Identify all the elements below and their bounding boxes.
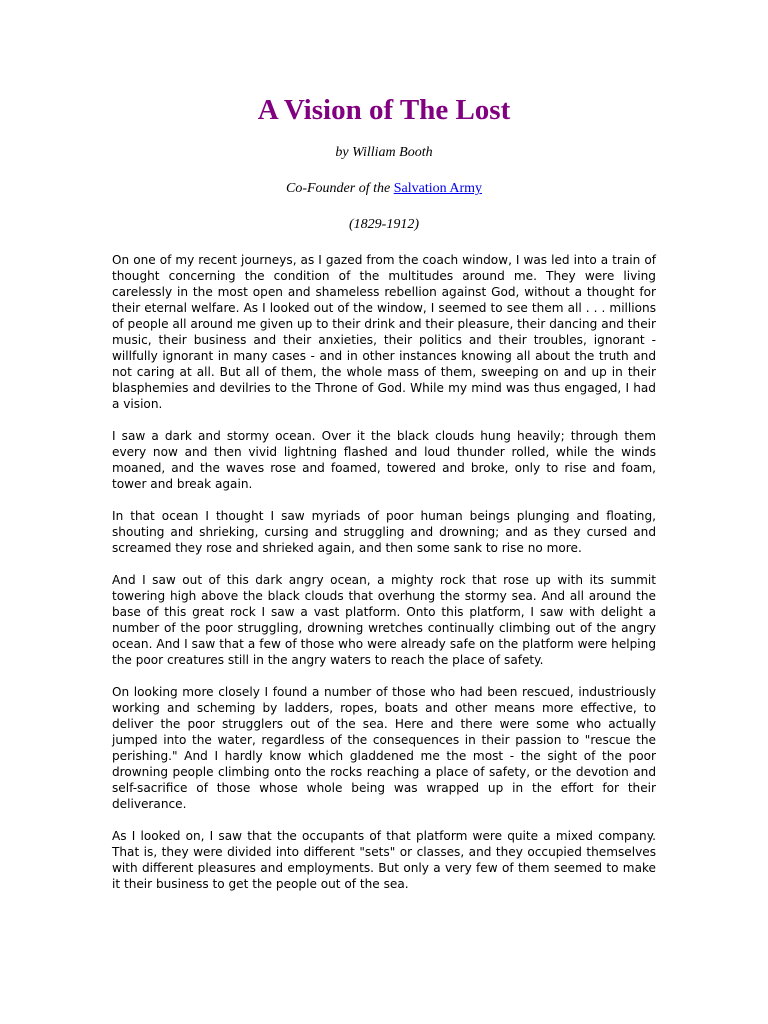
paragraph-5: On looking more closely I found a number of those who had been rescued, industriously working and scheming by ladders, ropes, boats and other means more effective, to deliver the poor strugglers out of the sea. Here and there were some who actually jumped into the water, regardless of the consequences in their passion to "rescue the perishing." And I hardly know which gladdened me the most - the sight of the poor drowning people climbing onto the rocks reaching a place of safety, or the devotion and self-sacrifice of those whose whole being was wrapped up in the effort for their deliverance.: [112, 685, 656, 811]
paragraph-4: And I saw out of this dark angry ocean, a mighty rock that rose up with its summit towering high above the black clouds that overhung the stormy sea. And all around the base of this great rock I saw a vast platform. Onto this platform, I saw with delight a number of the poor struggling, drowning wretches continually climbing out of the angry ocean. And I saw that a few of those who were already safe on the platform were helping the poor creatures still in the angry waters to reach the place of safety.: [112, 573, 656, 667]
paragraph-3: In that ocean I thought I saw myriads of poor human beings plunging and floating, shouting and shrieking, cursing and struggling and drowning; and as they cursed and screamed they rose and shrieked again, and then some sank to rise no more.: [112, 509, 656, 555]
salvation-army-link[interactable]: Salvation Army: [393, 181, 482, 196]
byline: by William Booth: [335, 145, 433, 160]
paragraph-6: As I looked on, I saw that the occupants of that platform were quite a mixed company. That is, they were divided into different "sets" or classes, and they occupied themselves with different pleasures and employments. But only a very few of them seemed to make it their business to get the people out of the sea.: [112, 829, 656, 891]
paragraph-2: I saw a dark and stormy ocean. Over it the black clouds hung heavily; through them every now and then vivid lightning flashed and loud thunder rolled, while the winds moaned, and the waves rose and foamed, towered and broke, only to rise and foam, tower and break again.: [112, 429, 656, 491]
document-title: A Vision of The Lost: [257, 94, 511, 126]
paragraph-1: On one of my recent journeys, as I gazed from the coach window, I was led into a train of thought concerning the condition of the multitudes around me. They were living carelessly in the most open and shameless rebellion against God, without a thought for their eternal welfare. As I looked out of the window, I seemed to see them all . . . millions of people all around me given up to their drink and their pleasure, their dancing and their music, their business and their anxieties, their politics and their troubles, ignorant - willfully ignorant in many cases - and in other instances knowing all about the truth and not caring at all. But all of them, the whole mass of them, sweeping on and up in their blasphemies and devilries to the Throne of God. While my mind was thus engaged, I had a vision.: [112, 253, 656, 411]
cofounder-line: [112, 180, 656, 198]
cofounder-prefix: Co-Founder of the: [286, 181, 394, 196]
life-dates: (1829-1912): [349, 217, 419, 232]
document-page: [112, 92, 656, 908]
